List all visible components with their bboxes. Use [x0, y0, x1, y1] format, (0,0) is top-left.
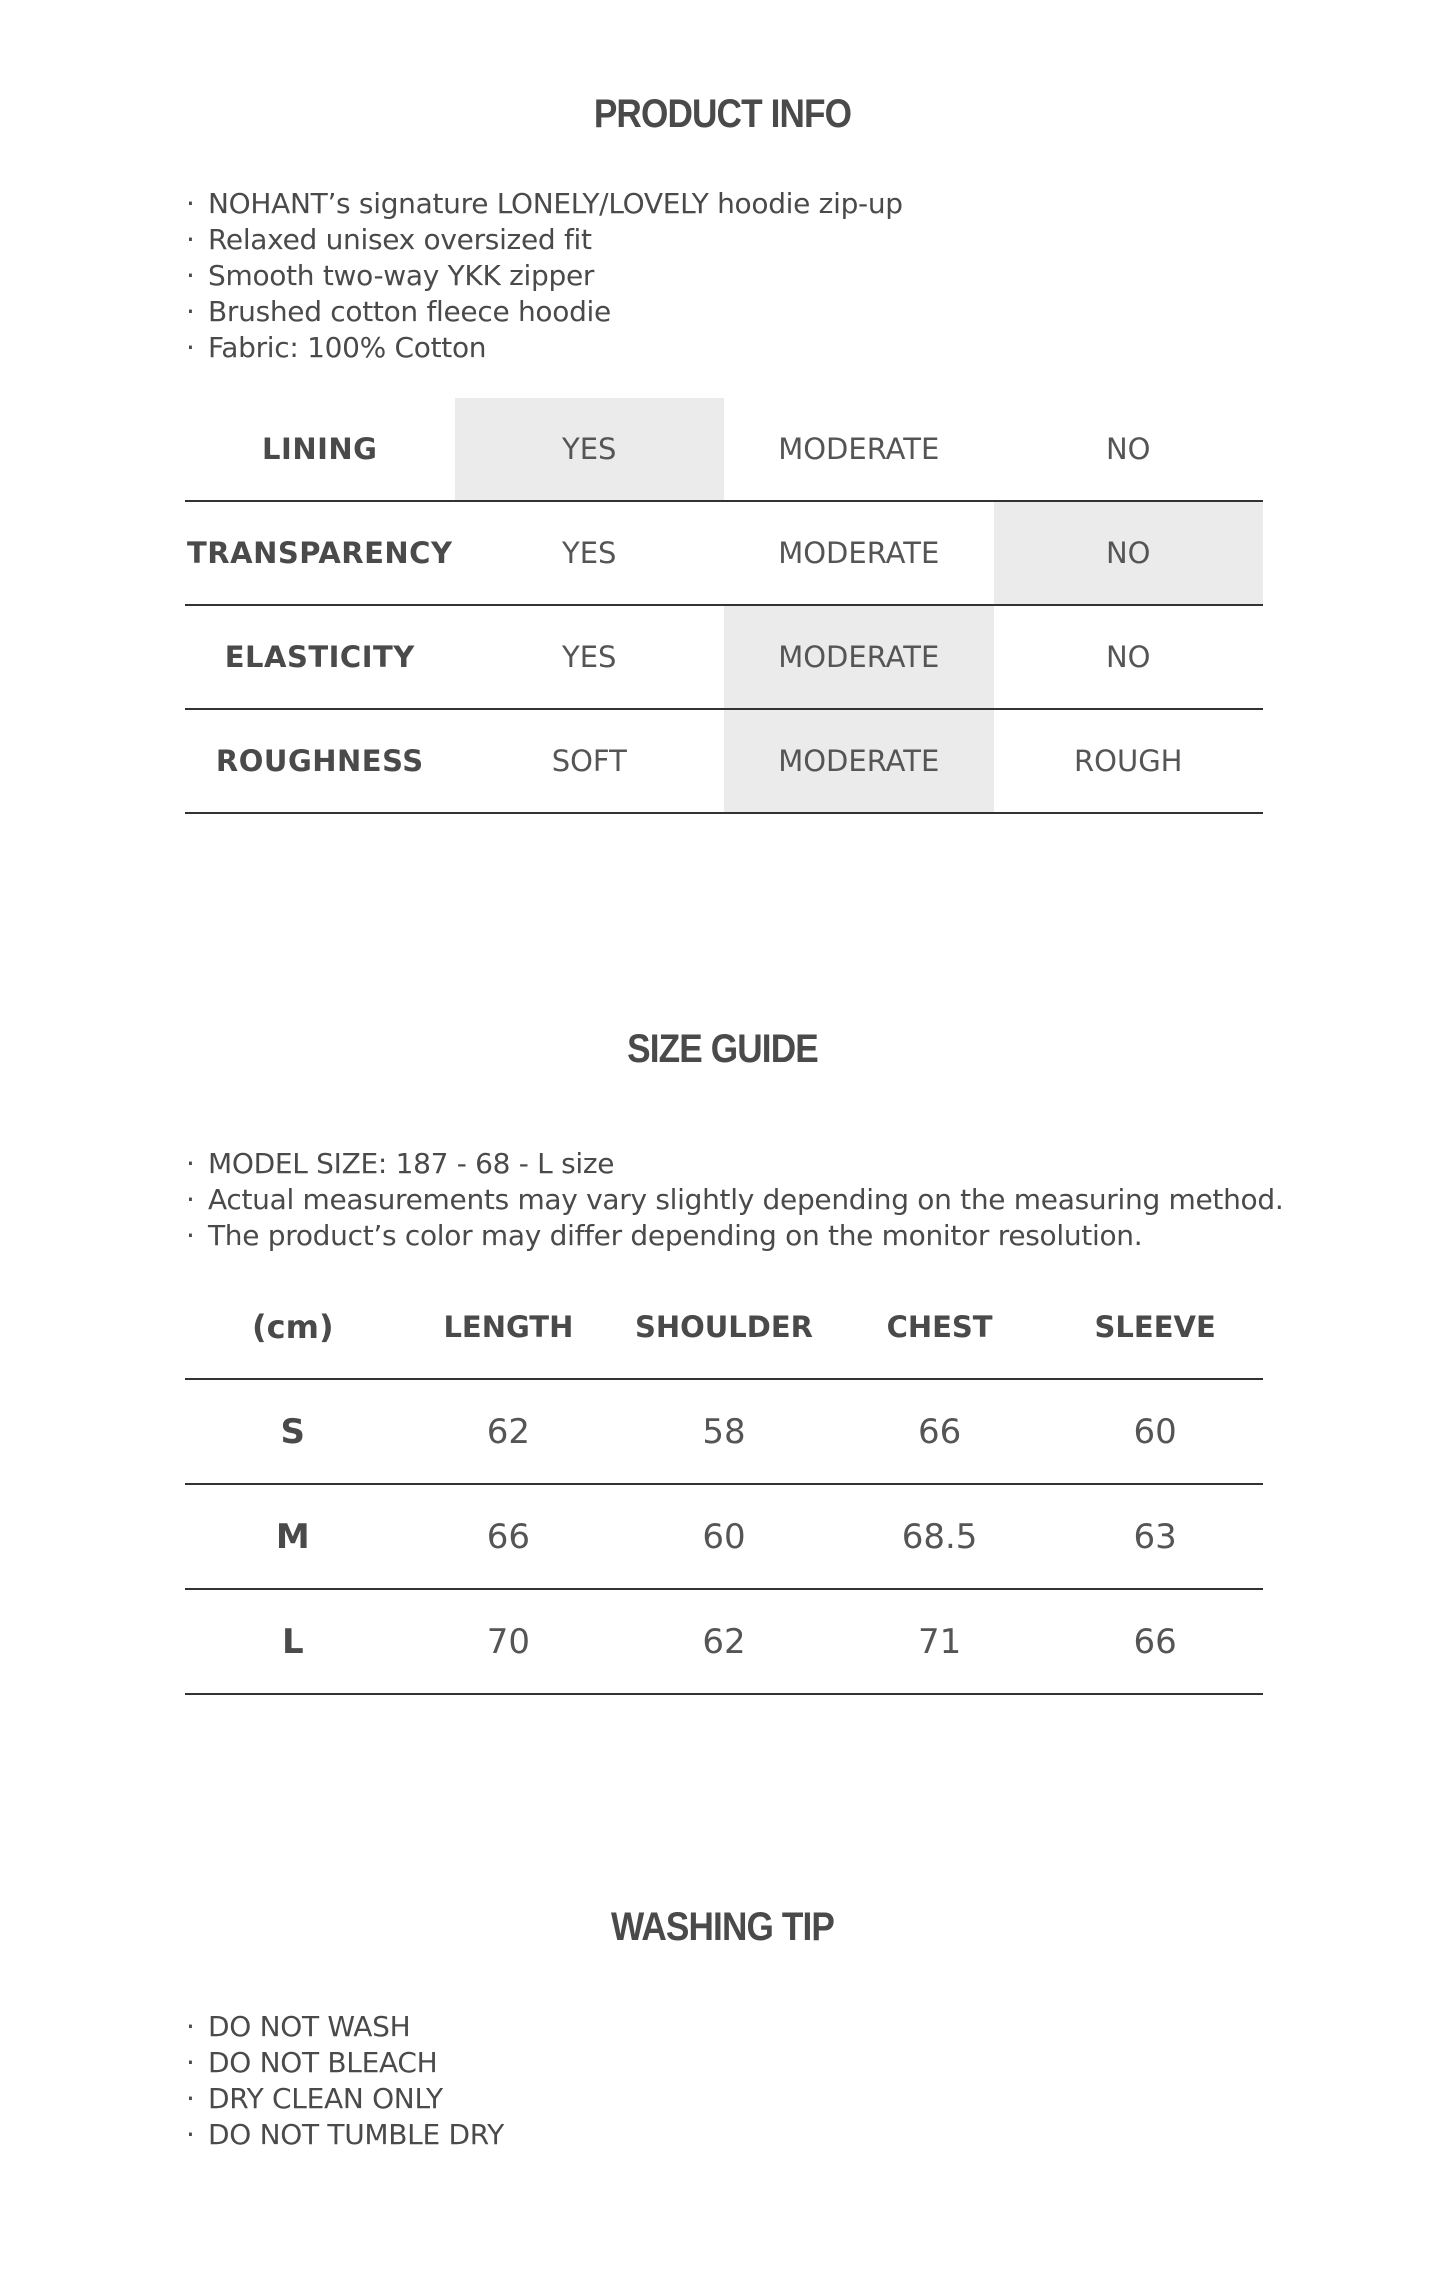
column-header-shoulder: SHOULDER: [634, 1309, 814, 1344]
list-item: · DO NOT TUMBLE DRY: [186, 2117, 504, 2153]
table-header-row: [185, 1275, 1263, 1380]
table-cell: 66: [917, 1411, 962, 1452]
attr-option: YES: [562, 536, 617, 570]
size-label: L: [281, 1621, 304, 1662]
size-table: [185, 1275, 1263, 1695]
attr-option: MODERATE: [778, 536, 940, 570]
table-row-lining: [185, 398, 1263, 502]
column-header-length: LENGTH: [443, 1309, 574, 1344]
unit-header: (cm): [252, 1307, 334, 1346]
size-label: M: [275, 1516, 310, 1557]
list-item: · DRY CLEAN ONLY: [186, 2081, 504, 2117]
list-item: · MODEL SIZE: 187 - 68 - L size: [186, 1146, 1283, 1182]
attr-option: NO: [1105, 432, 1151, 466]
attr-option: NO: [994, 502, 1264, 604]
washing-tip-title: WASHING TIP: [610, 1905, 835, 1949]
attr-label: ELASTICITY: [224, 640, 415, 674]
table-cell: 70: [486, 1621, 531, 1662]
table-cell: 60: [1133, 1411, 1177, 1452]
column-header-chest: CHEST: [886, 1309, 993, 1344]
product-info-title: PRODUCT INFO: [593, 92, 852, 136]
list-item: · Actual measurements may vary slightly depending on the measuring method.: [186, 1182, 1283, 1218]
attr-option: NO: [1105, 640, 1151, 674]
table-cell: 68.5: [901, 1516, 978, 1557]
attr-option: YES: [562, 640, 617, 674]
column-header-sleeve: SLEEVE: [1094, 1309, 1216, 1344]
size-label: S: [280, 1411, 306, 1452]
attr-option: MODERATE: [778, 432, 940, 466]
list-item: · NOHANT’s signature LONELY/LOVELY hoodie zip-up: [186, 186, 903, 222]
attr-option: MODERATE: [724, 606, 994, 708]
table-row: [185, 1590, 1263, 1695]
attr-label: LINING: [262, 432, 378, 466]
attr-option: SOFT: [551, 744, 627, 778]
list-item: · Brushed cotton fleece hoodie: [186, 294, 903, 330]
washing-tip-list: [186, 2009, 504, 2153]
table-cell: 71: [917, 1621, 962, 1662]
table-cell: 62: [486, 1411, 531, 1452]
table-row-elasticity: [185, 606, 1263, 710]
attr-label: ROUGHNESS: [215, 744, 424, 778]
list-item: · DO NOT WASH: [186, 2009, 504, 2045]
table-row-roughness: [185, 710, 1263, 814]
list-item: · DO NOT BLEACH: [186, 2045, 504, 2081]
attr-option: ROUGH: [1074, 744, 1183, 778]
table-row-transparency: [185, 502, 1263, 606]
list-item: · Fabric: 100% Cotton: [186, 330, 903, 366]
table-row: [185, 1380, 1263, 1485]
table-cell: 62: [702, 1621, 746, 1662]
table-cell: 63: [1133, 1516, 1177, 1557]
size-guide-title: SIZE GUIDE: [627, 1027, 818, 1071]
size-guide-notes: [186, 1146, 1283, 1254]
attr-option: MODERATE: [724, 710, 994, 812]
list-item: · The product’s color may differ depending on the monitor resolution.: [186, 1218, 1283, 1254]
list-item: · Smooth two-way YKK zipper: [186, 258, 903, 294]
list-item: · Relaxed unisex oversized fit: [186, 222, 903, 258]
table-cell: 66: [486, 1516, 531, 1557]
table-cell: 60: [702, 1516, 746, 1557]
attr-label: TRANSPARENCY: [187, 536, 453, 570]
table-cell: 58: [702, 1411, 746, 1452]
fabric-attributes-table: [185, 398, 1263, 814]
attr-option: YES: [455, 398, 725, 500]
table-cell: 66: [1133, 1621, 1177, 1662]
table-row: [185, 1485, 1263, 1590]
product-info-list: [186, 186, 903, 366]
